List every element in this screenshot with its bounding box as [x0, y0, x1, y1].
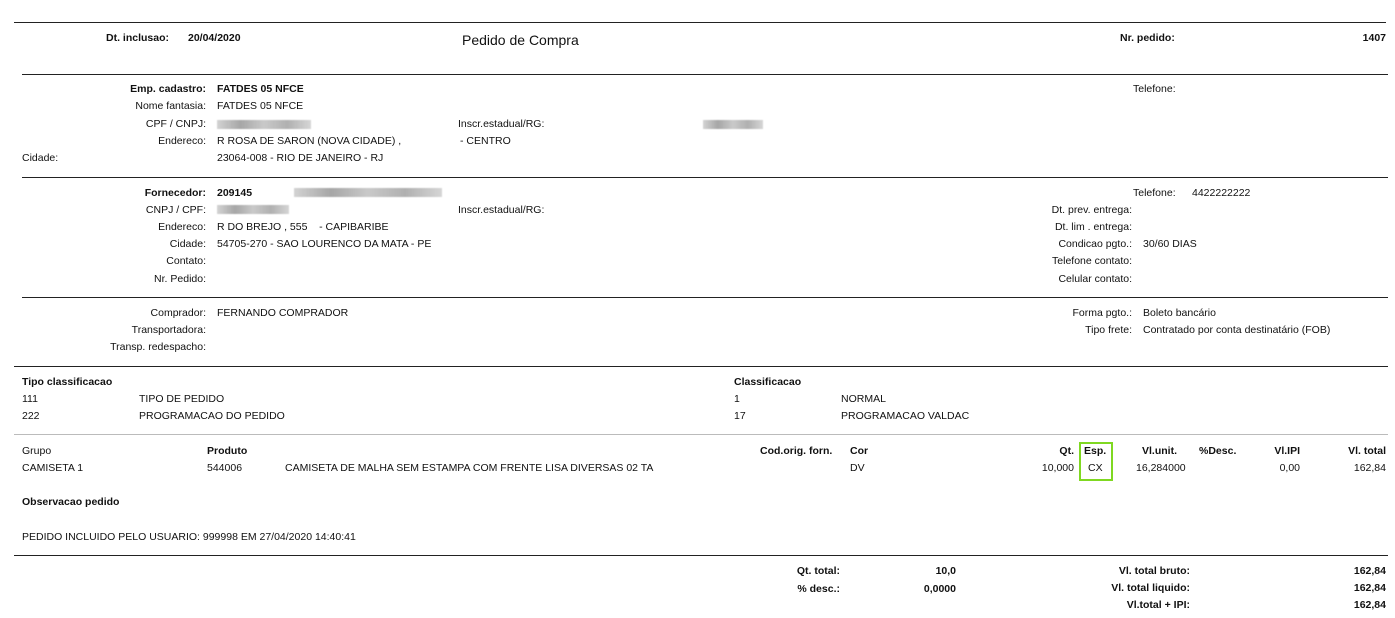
observacao-text: PEDIDO INCLUIDO PELO USUARIO: 999998 EM 27/04/2020 14:40:41: [22, 531, 356, 543]
forma-pgto-value: Boleto bancário: [1143, 307, 1216, 319]
emp-cadastro-value: FATDES 05 NFCE: [217, 83, 304, 95]
emp-cadastro-label: Emp. cadastro:: [130, 83, 206, 95]
dt-lim-entrega-label: Dt. lim . entrega:: [1054, 221, 1132, 233]
col-desc-header: %Desc.: [1199, 445, 1237, 457]
divider: [14, 366, 1388, 367]
item-vl-total: 162,84: [1353, 462, 1386, 474]
transp-redespacho-label: Transp. redespacho:: [110, 341, 206, 353]
item-vl-ipi: 0,00: [1279, 462, 1300, 474]
contato-label: Contato:: [166, 255, 206, 267]
item-cor: DV: [850, 462, 865, 474]
cpf-cnpj-label: CPF / CNPJ:: [145, 118, 206, 130]
nr-pedido-value: 1407: [1362, 32, 1386, 44]
dt-prev-entrega-label: Dt. prev. entrega:: [1051, 204, 1132, 216]
telefone-contato-label: Telefone contato:: [1052, 255, 1132, 267]
item-vl-unit: 16,284000: [1136, 462, 1186, 474]
endereco-label: Endereco:: [158, 221, 206, 233]
item-qt: 10,000: [1041, 462, 1074, 474]
desc-value: 0,0000: [923, 583, 956, 595]
vl-total-liquido-label: Vl. total liquido:: [1111, 582, 1190, 594]
col-cor-header: Cor: [850, 445, 869, 457]
cidade-value: 23064-008 - RIO DE JANEIRO - RJ: [217, 152, 384, 164]
condicao-pgto-label: Condicao pgto.:: [1058, 238, 1132, 250]
tipo-desc: PROGRAMACAO DO PEDIDO: [139, 410, 285, 422]
fornecedor-value: 209145: [217, 187, 253, 199]
forma-pgto-label: Forma pgto.:: [1072, 307, 1132, 319]
telefone-label: Telefone:: [1133, 187, 1176, 199]
col-qt-header: Qt.: [1059, 445, 1074, 457]
qt-total-label: Qt. total:: [796, 565, 840, 577]
inscr-estadual-label: Inscr.estadual/RG:: [458, 118, 545, 130]
page-title: Pedido de Compra: [462, 32, 579, 48]
col-vl-unit-header: Vl.unit.: [1142, 445, 1177, 457]
redacted-value: [217, 205, 289, 214]
redacted-value: [703, 120, 763, 129]
tipo-frete-label: Tipo frete:: [1085, 324, 1132, 336]
nome-fantasia-label: Nome fantasia:: [135, 100, 206, 112]
divider: [22, 297, 1388, 298]
divider: [22, 177, 1388, 178]
condicao-pgto-value: 30/60 DIAS: [1143, 238, 1197, 250]
tipo-code: 111: [22, 393, 38, 405]
comprador-label: Comprador:: [150, 307, 206, 319]
dt-inclusao-value: 20/04/2020: [188, 32, 241, 44]
nr-pedido-label: Nr. pedido:: [1120, 32, 1175, 44]
qt-total-value: 10,0: [935, 565, 956, 577]
col-esp-header: Esp.: [1084, 445, 1107, 457]
transportadora-label: Transportadora:: [131, 324, 206, 336]
tipo-desc: TIPO DE PEDIDO: [139, 393, 225, 405]
desc-label: % desc.:: [797, 583, 840, 595]
item-produto-code: 544006: [207, 462, 243, 474]
observacao-label: Observacao pedido: [22, 496, 120, 508]
telefone-value: 4422222222: [1192, 187, 1251, 199]
col-vl-total-header: Vl. total: [1348, 445, 1386, 457]
divider: [14, 434, 1388, 435]
comprador-value: FERNANDO COMPRADOR: [217, 307, 349, 319]
vl-total-bruto-value: 162,84: [1353, 565, 1386, 577]
item-esp: CX: [1088, 462, 1103, 474]
nome-fantasia-value: FATDES 05 NFCE: [217, 100, 304, 112]
class-code: 17: [734, 410, 746, 422]
tipo-classificacao-header: Tipo classificacao: [22, 376, 113, 388]
divider: [14, 22, 1386, 23]
cnpj-cpf-label: CNPJ / CPF:: [145, 204, 206, 216]
endereco-label: Endereco:: [158, 135, 206, 147]
col-cod-orig-header: Cod.orig. forn.: [760, 445, 833, 457]
tipo-code: 222: [22, 410, 40, 422]
class-desc: NORMAL: [841, 393, 886, 405]
vl-total-ipi-value: 162,84: [1353, 599, 1386, 611]
item-grupo: CAMISETA 1: [22, 462, 84, 474]
redacted-value: [217, 120, 311, 129]
cidade-value: 54705-270 - SAO LOURENCO DA MATA - PE: [217, 238, 432, 250]
cidade-label: Cidade:: [169, 238, 206, 250]
col-produto-header: Produto: [207, 445, 248, 457]
col-vl-ipi-header: Vl.IPI: [1274, 445, 1300, 457]
bairro-value: - CENTRO: [460, 135, 511, 147]
dt-inclusao-label: Dt. inclusao:: [106, 32, 170, 44]
vl-total-bruto-label: Vl. total bruto:: [1118, 565, 1190, 577]
redacted-value: [294, 188, 442, 197]
classificacao-header: Classificacao: [734, 376, 802, 388]
fornecedor-label: Fornecedor:: [144, 187, 206, 199]
nr-pedido-forn-label: Nr. Pedido:: [154, 273, 206, 285]
inscr-estadual-label: Inscr.estadual/RG:: [458, 204, 545, 216]
cidade-label: Cidade:: [22, 152, 59, 164]
col-grupo-header: Grupo: [22, 445, 52, 457]
celular-contato-label: Celular contato:: [1058, 273, 1132, 285]
vl-total-liquido-value: 162,84: [1353, 582, 1386, 594]
divider: [14, 555, 1388, 556]
telefone-label: Telefone:: [1133, 83, 1176, 95]
tipo-frete-value: Contratado por conta destinatário (FOB): [1143, 324, 1331, 336]
item-produto-desc: CAMISETA DE MALHA SEM ESTAMPA COM FRENTE LISA DIVERSAS 02 TA: [285, 462, 654, 474]
class-code: 1: [734, 393, 740, 405]
divider: [22, 74, 1388, 75]
class-desc: PROGRAMACAO VALDAC: [841, 410, 970, 422]
endereco-value: R DO BREJO , 555 - CAPIBARIBE: [217, 221, 389, 233]
vl-total-ipi-label: Vl.total + IPI:: [1126, 599, 1190, 611]
endereco-value: R ROSA DE SARON (NOVA CIDADE) ,: [217, 135, 402, 147]
